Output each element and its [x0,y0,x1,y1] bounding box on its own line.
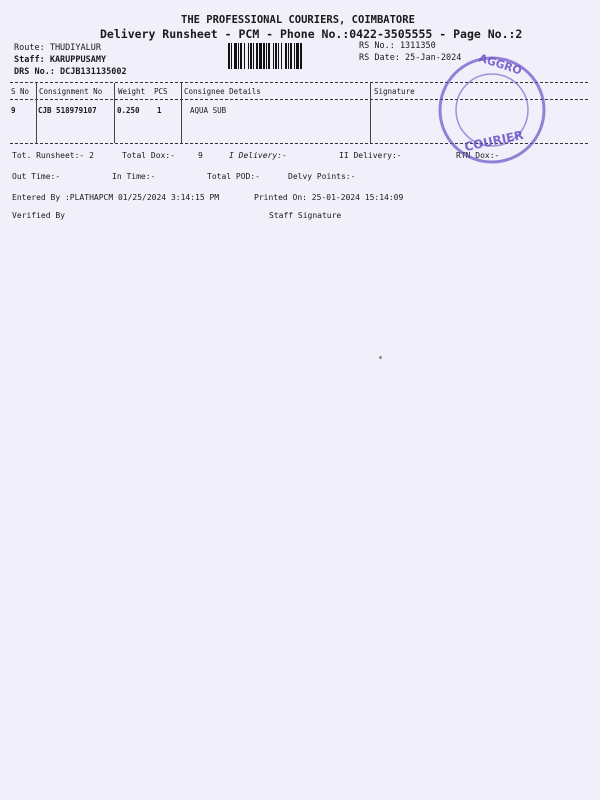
in-time: In Time:- [112,172,156,181]
printed-on: Printed On: 25-01-2024 15:14:09 [254,193,404,202]
total-runsheet: Tot. Runsheet:- 2 [12,151,94,160]
col-header-consignee: Consignee Details [184,87,261,96]
stamp-top-text: AGGRO [477,51,524,78]
col-divider [370,83,371,143]
rs-date: RS Date: 25-Jan-2024 [359,53,462,63]
col-divider [114,83,115,143]
total-pod: Total POD:- [207,172,260,181]
rtn-dox: RTN Dox:- [456,151,500,160]
barcode [228,43,354,69]
staff-signature: Staff Signature [269,211,342,220]
col-header-signature: Signature [374,87,415,96]
row-sno: 9 [11,106,16,115]
drs-number: DRS No.: DCJB131135002 [14,67,127,77]
row-consignee: AQUA SUB [190,106,227,115]
row-pcs: 1 [157,106,162,115]
out-time: Out Time:- [12,172,61,181]
i-delivery: I Delivery:- [229,151,287,160]
rs-number: RS No.: 1311350 [359,41,436,51]
courier-stamp [436,51,548,166]
company-name: THE PROFESSIONAL COURIERS, COIMBATORE [181,14,415,26]
col-header-sno: S No [11,87,30,96]
speck [379,356,382,359]
total-dox-value: 9 [198,151,203,160]
col-header-weight: Weight [118,87,146,96]
row-weight: 0.250 [117,106,140,115]
col-divider [36,83,37,143]
staff-label: Staff: KARUPPUSAMY [14,55,107,65]
col-header-pcs: PCS [154,87,168,96]
row-consignment: CJB 518979107 [38,106,97,115]
runsheet-title: Delivery Runsheet - PCM - Phone No.:0422-3505555 - Page No.:2 [100,27,523,41]
delvy-points: Delvy Points:- [288,172,356,181]
col-divider [181,83,182,143]
stamp-bottom-text: COURIER [463,127,525,155]
col-header-consignment: Consignment No [39,87,103,96]
route-label: Route: THUDIYALUR [14,43,101,53]
ii-delivery: II Delivery:- [339,151,402,160]
total-dox-label: Total Dox:- [122,151,175,160]
verified-by: Verified By [12,211,65,220]
entered-by: Entered By :PLATHAPCM 01/25/2024 3:14:15 PM [12,193,220,202]
stamp-circle-icon [436,54,548,166]
